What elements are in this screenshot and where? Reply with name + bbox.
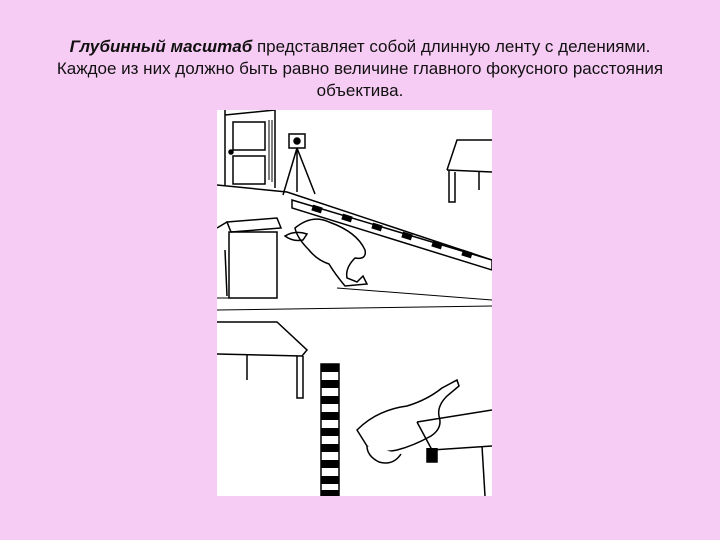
- illustration: [217, 110, 492, 496]
- top-panel: [217, 110, 492, 310]
- bottom-panel: [217, 322, 492, 496]
- illustration-drawing: [217, 110, 492, 496]
- slide-caption: [40, 36, 680, 102]
- caption-term: Глубинный масштаб: [69, 37, 253, 56]
- caption-text: представляет собой длинную ленту с делениями. Каждое из них должно быть равно величине главного фокусного расстояния объектива.: [56, 37, 664, 100]
- bottom-tape-marks: [321, 364, 339, 496]
